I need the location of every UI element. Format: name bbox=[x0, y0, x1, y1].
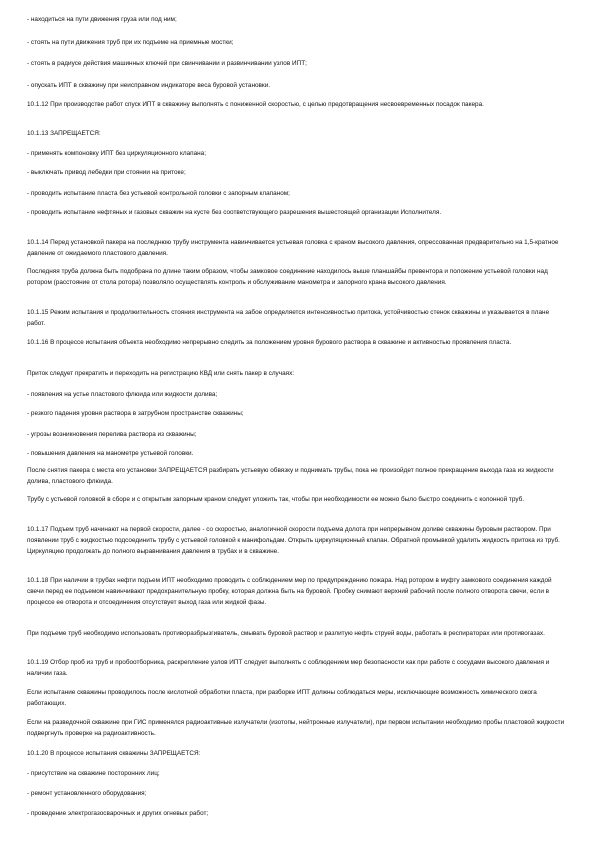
list-item: - проведение электрогазосварочных и других огневых работ; bbox=[27, 810, 209, 817]
section-heading: 10.1.13 ЗАПРЕЩАЕТСЯ: bbox=[27, 130, 101, 137]
paragraph: Приток следует прекратить и переходить на регистрацию КВД или снять пакер в случаях: bbox=[27, 370, 295, 377]
list-item: - находиться на пути движения груза или под ним; bbox=[27, 16, 177, 23]
section-heading: 10.1.20 В процессе испытания скважины ЗАПРЕЩАЕТСЯ: bbox=[27, 750, 201, 757]
list-item: - угрозы возникновения перелива раствора из скважины; bbox=[27, 431, 197, 438]
list-item: - повышения давления на манометре устьевой головки. bbox=[27, 450, 194, 457]
list-item: - проводить испытание нефтяных и газовых скважин на кусте без соответствующего разрешения вышестоящей организации Исполнителя. bbox=[27, 209, 442, 216]
paragraph: Если испытание скважины проводилось после кислотной обработки пласта, при разборке ИПТ должны соблюдаться меры, исключающие возможность химического ожога работающих. bbox=[27, 689, 537, 707]
list-item: - стоять в радиусе действия машинных ключей при свинчивании и развинчивании узлов ИПТ; bbox=[27, 60, 307, 67]
list-item: - выключать привод лебедки при стоянии на притоке; bbox=[27, 169, 186, 176]
paragraph: При подъеме труб необходимо использовать противоразбрызгиватель, смывать буровой раствор и разлитую нефть струей воды, работать в респираторах или противогазах. bbox=[27, 630, 545, 637]
paragraph: Трубу с устьевой головкой в сборе и с открытым запорным краном следует уложить так, чтобы при необходимости ее можно было быстро соединить с колонной труб. bbox=[27, 496, 525, 503]
list-item: - применять компоновку ИПТ без циркуляционного клапана; bbox=[27, 150, 207, 157]
list-item: - опускать ИПТ в скважину при неисправном индикаторе веса буровой установки. bbox=[27, 82, 271, 89]
list-item: - резкого падения уровня раствора в затрубном пространстве скважины; bbox=[27, 410, 244, 417]
paragraph: 10.1.16 В процессе испытания объекта необходимо непрерывно следить за положением уровня бурового раствора в скважине и активностью проявления пласта. bbox=[27, 339, 512, 346]
paragraph: После снятия пакера с места его установки ЗАПРЕЩАЕТСЯ разбирать устьевую обвязку и поднимать трубы, пока не произойдет полное прекращение выхода газа из жидкости долива, пластового флюида. bbox=[27, 467, 554, 485]
paragraph: 10.1.18 При наличии в трубах нефти подъем ИПТ необходимо проводить с соблюдением мер по предупреждению пожара. Над ротором в муфту замкового соединения каждой свечи перед ее подъемом навинчивают предохранительную пробку, которая должна быть на буровой. Пробку снимают верхний рабочий после полного отворота свечи, если в процессе ее отворота и отсоединения отсутствует выход газа или жидкой фазы. bbox=[27, 577, 552, 606]
paragraph: Если на разведочной скважине при ГИС применялся радиоактивные излучатели (изотопы, нейтронные излучатели), при первом испытании необходимо пробы пластовой жидкости подвергнуть проверке на радиоактивность. bbox=[27, 719, 565, 737]
list-item: - проводить испытание пласта без устьевой контрольной головки с запорным клапаном; bbox=[27, 190, 290, 197]
paragraph: Последняя труба должна быть подобрана по длине таким образом, чтобы замковое соединение находилось выше планшайбы превентора и положение устьевой головки над ротором (расстояние от стола ротора) позволяло осуществлять контроль и обслуживание манометра и запорного крана высокого давления. bbox=[27, 268, 548, 286]
list-item: - появления на устье пластового флюида или жидкости долива; bbox=[27, 391, 218, 398]
paragraph: 10.1.12 При производстве работ спуск ИПТ в скважину выполнять с пониженной скоростью, с целью предотвращения несвоевременных посадок пакера. bbox=[27, 101, 484, 108]
list-item: - присутствие на скважине посторонних лиц; bbox=[27, 770, 160, 777]
paragraph: 10.1.17 Подъем труб начинают на первой скорости, далее - со скоростью, аналогичной скорости подъема долота при непрерывном доливе скважины буровым раствором. При появлении труб с жидкостью подсоединить трубу с устьевой головкой к манифольдам. Открыть циркуляционный клапан. Обратной промывкой удалить жидкость притока из труб. Циркуляцию продолжать до полного выравнивания давления в трубах и в скважине. bbox=[27, 526, 560, 555]
list-item: - стоять на пути движения труб при их подъеме на приемные мостки; bbox=[27, 39, 234, 46]
paragraph: 10.1.19 Отбор проб из труб и пробоотборника, раскрепление узлов ИПТ следует выполнять с соблюдением мер безопасности как при работе с сосудами высокого давления и наличии газа. bbox=[27, 659, 550, 677]
paragraph: 10.1.14 Перед установкой пакера на последнюю трубу инструмента навинчивается устьевая головка с краном высокого давления, опрессованная предварительно на 1,5-кратное давление от ожидаемого пластового давления. bbox=[27, 239, 559, 257]
paragraph: 10.1.15 Режим испытания и продолжительность стояния инструмента на забое определяется интенсивностью притока, устойчивостью стенок скважины и указывается в плане работ. bbox=[27, 309, 550, 327]
list-item: - ремонт установленного оборудования; bbox=[27, 790, 147, 797]
